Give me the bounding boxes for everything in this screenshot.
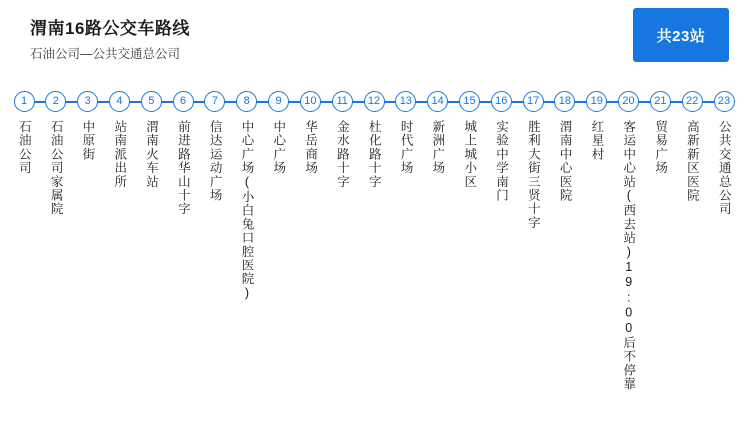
stop-10[interactable]	[295, 72, 325, 180]
stop-name-label: 胜利大街三贤十字	[526, 120, 541, 230]
stop-4[interactable]	[104, 72, 134, 194]
stop-number-circle: 10	[300, 91, 321, 112]
stop-count-badge: 共23站	[633, 8, 729, 62]
stop-19[interactable]	[582, 72, 612, 166]
title-block	[30, 18, 190, 64]
stop-number-circle: 17	[523, 91, 544, 112]
stop-number-circle: 2	[45, 91, 66, 112]
stop-name-label: 中心广场(小白兔口腔医院)	[239, 120, 254, 302]
stop-number-circle: 3	[77, 91, 98, 112]
page-title: 渭南16路公交车路线	[30, 19, 190, 38]
stop-20[interactable]	[614, 72, 644, 396]
stop-number-circle: 1	[14, 91, 35, 112]
stop-name-label: 石油公司	[17, 120, 32, 175]
stop-name-label: 中心广场	[271, 120, 286, 175]
stop-number-circle: 13	[395, 91, 416, 112]
stop-name-label: 时代广场	[399, 120, 414, 175]
stop-22[interactable]	[677, 72, 707, 207]
stop-number-circle: 8	[236, 91, 257, 112]
stop-number-circle: 12	[364, 91, 385, 112]
stop-name-label: 华岳商场	[303, 120, 318, 175]
stop-number-circle: 4	[109, 91, 130, 112]
stop-1[interactable]	[9, 72, 39, 180]
stop-name-label: 信达运动广场	[208, 120, 223, 203]
stop-16[interactable]	[486, 72, 516, 207]
stop-13[interactable]	[391, 72, 421, 180]
stop-2[interactable]	[41, 72, 71, 221]
stop-number-circle: 22	[682, 91, 703, 112]
stop-number-circle: 20	[618, 91, 639, 112]
stop-name-label: 中原街	[80, 120, 95, 162]
stop-15[interactable]	[454, 72, 484, 194]
stop-7[interactable]	[200, 72, 230, 207]
stop-name-label: 高新新区医院	[685, 120, 700, 203]
stop-name-label: 石油公司家属院	[49, 120, 64, 216]
stop-number-circle: 6	[173, 91, 194, 112]
route-area	[0, 72, 747, 426]
stop-number-circle: 16	[491, 91, 512, 112]
stop-name-label: 城上城小区	[462, 120, 477, 189]
stop-name-label: 杜化路十字	[367, 120, 382, 189]
stop-name-label: 红星村	[589, 120, 604, 162]
stop-21[interactable]	[645, 72, 675, 180]
stop-3[interactable]	[73, 72, 103, 166]
stop-11[interactable]	[327, 72, 357, 194]
stop-5[interactable]	[136, 72, 166, 194]
header	[0, 0, 747, 72]
stop-name-label: 站南派出所	[112, 120, 127, 189]
stop-8[interactable]	[232, 72, 262, 306]
stop-number-circle: 14	[427, 91, 448, 112]
stop-17[interactable]	[518, 72, 548, 235]
stop-14[interactable]	[423, 72, 453, 180]
stop-list	[0, 72, 747, 426]
stop-18[interactable]	[550, 72, 580, 207]
stop-number-circle: 7	[204, 91, 225, 112]
stop-number-circle: 5	[141, 91, 162, 112]
stop-23[interactable]	[709, 72, 739, 221]
stop-name-label: 贸易广场	[653, 120, 668, 175]
stop-name-label: 前进路华山十字	[176, 120, 191, 216]
stop-name-label: 渭南中心医院	[558, 120, 573, 203]
stop-number-circle: 19	[586, 91, 607, 112]
stop-name-label: 实验中学南门	[494, 120, 509, 203]
stop-name-label: 公共交通总公司	[717, 120, 732, 216]
stop-number-circle: 15	[459, 91, 480, 112]
stop-number-circle: 23	[714, 91, 735, 112]
stop-number-circle: 9	[268, 91, 289, 112]
stop-number-circle: 18	[554, 91, 575, 112]
stop-12[interactable]	[359, 72, 389, 194]
stop-name-label: 渭南火车站	[144, 120, 159, 189]
stop-number-circle: 21	[650, 91, 671, 112]
stop-name-label: 新洲广场	[430, 120, 445, 175]
stop-6[interactable]	[168, 72, 198, 221]
stop-number-circle: 11	[332, 91, 353, 112]
stop-name-label: 金水路十字	[335, 120, 350, 189]
stop-name-label: 客运中心站(西去站)19:00后不停靠	[621, 120, 636, 391]
route-endpoints: 石油公司—公共交通总公司	[30, 47, 181, 61]
stop-9[interactable]	[264, 72, 294, 180]
